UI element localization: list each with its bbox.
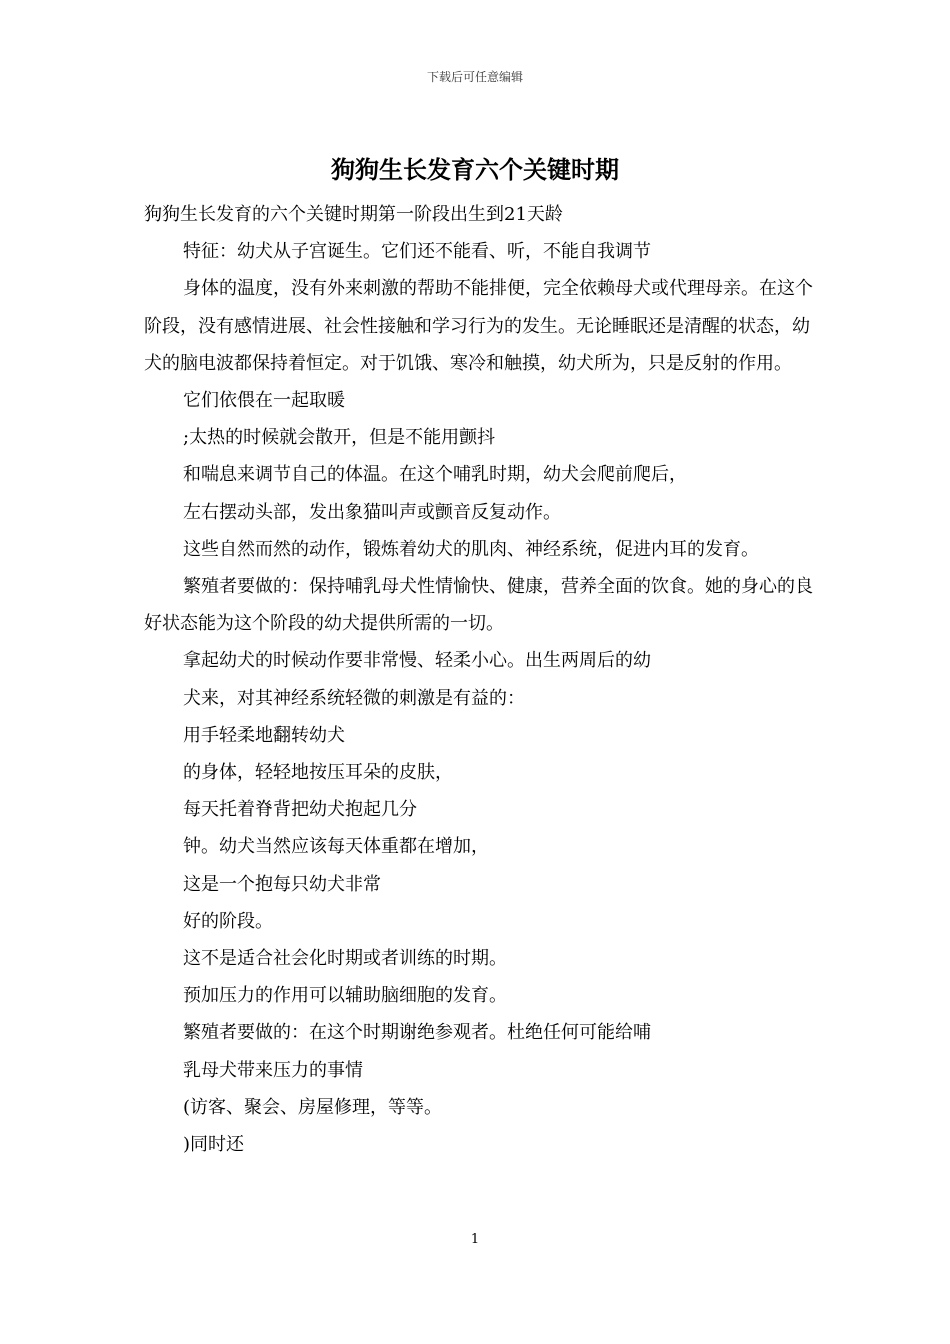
paragraph: (访客、聚会、房屋修理，等等。: [183, 1096, 443, 1118]
paragraph: 好的阶段。: [183, 910, 273, 932]
paragraph: 狗狗生长发育的六个关键时期第一阶段出生到21天龄: [144, 204, 563, 225]
paragraph: )同时还: [183, 1134, 245, 1156]
paragraph: 的身体，轻轻地按压耳朵的皮肤，: [183, 762, 453, 784]
paragraph: 每天托着脊背把幼犬抱起几分: [183, 799, 417, 821]
paragraph: 身体的温度，没有外来刺激的帮助不能排便，完全依赖母犬或代理母亲。在这个阶段，没有感情进展、社会性接触和学习行为的发生。无论睡眠还是清醒的状态，幼犬的脑电波都保持着恒定。对于饥饿、寒冷和触摸，幼犬所为，只是反射的作用。: [144, 278, 813, 374]
paragraph: 繁殖者要做的：在这个时期谢绝参观者。杜绝任何可能给哺: [183, 1022, 651, 1044]
paragraph: 这些自然而然的动作，锻炼着幼犬的肌肉、神经系统，促进内耳的发育。: [183, 538, 759, 560]
page-number: 1: [470, 1232, 480, 1247]
paragraph: 和喘息来调节自己的体温。在这个哺乳时期，幼犬会爬前爬后，: [183, 464, 687, 486]
paragraph: 这是一个抱每只幼犬非常: [183, 873, 381, 895]
paragraph: 左右摆动头部，发出象猫叫声或颤音反复动作。: [183, 501, 561, 523]
paragraph: 钟。幼犬当然应该每天体重都在增加，: [183, 836, 489, 858]
document-title: 狗狗生长发育六个关键时期: [331, 156, 619, 184]
paragraph: 特征：幼犬从子宫诞生。它们还不能看、听，不能自我调节: [183, 241, 651, 263]
header-note: 下载后可任意编辑: [426, 70, 523, 84]
paragraph: 预加压力的作用可以辅助脑细胞的发育。: [183, 985, 507, 1007]
paragraph: 用手轻柔地翻转幼犬: [183, 724, 345, 746]
paragraph: 这不是适合社会化时期或者训练的时期。: [183, 948, 507, 970]
paragraph: 拿起幼犬的时候动作要非常慢、轻柔小心。出生两周后的幼: [183, 650, 651, 672]
paragraph: 它们依偎在一起取暖: [183, 390, 345, 412]
paragraph: 犬来，对其神经系统轻微的刺激是有益的：: [183, 687, 525, 709]
paragraph: 乳母犬带来压力的事情: [183, 1059, 363, 1081]
paragraph: 繁殖者要做的：保持哺乳母犬性情愉快、健康，营养全面的饮食。她的身心的良好状态能为这个阶段的幼犬提供所需的一切。: [144, 576, 813, 635]
paragraph: ;太热的时候就会散开，但是不能用颤抖: [183, 427, 496, 449]
document-body: [144, 196, 814, 1163]
